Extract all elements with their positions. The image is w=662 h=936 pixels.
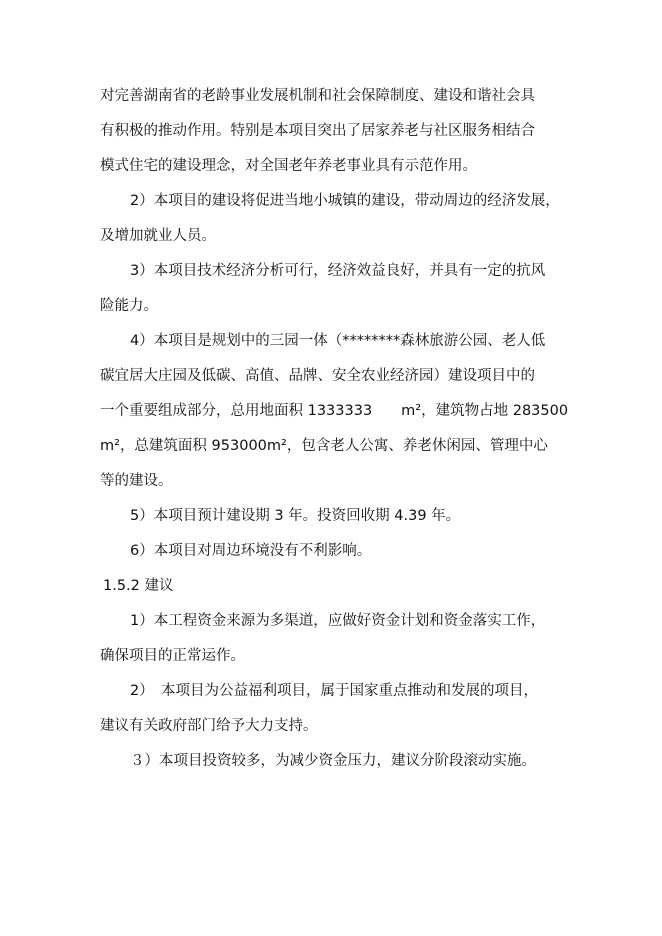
paragraph-line: 模式住宅的建设理念，对全国老年养老事业具有示范作用。 — [100, 158, 477, 174]
list-item-line: 2） 本项目为公益福利项目，属于国家重点推动和发展的项目， — [130, 683, 538, 699]
list-item-line: ３）本项目投资较多，为减少资金压力，建议分阶段滚动实施。 — [130, 753, 536, 769]
list-item-line: 建议有关政府部门给予大力支持。 — [100, 718, 318, 734]
list-item-line: 1）本工程资金来源为多渠道，应做好资金计划和资金落实工作， — [130, 613, 546, 629]
list-item-line: 4）本项目是规划中的三园一体（********森林旅游公园、老人低 — [130, 333, 546, 349]
paragraph-line: 有积极的推动作用。特别是本项目突出了居家养老与社区服务相结合 — [100, 123, 535, 139]
list-item-line: 6）本项目对周边环境没有不利影响。 — [130, 543, 372, 559]
list-item-line: 一个重要组成部分，总用地面积 1333333 m²，建筑物占地 283500 — [100, 403, 569, 419]
section-heading: 1.5.2 建议 — [103, 578, 174, 594]
list-item-line: 确保项目的正常运作。 — [100, 648, 245, 664]
list-item-line: 3）本项目技术经济分析可行，经济效益良好，并具有一定的抗风 — [130, 263, 546, 279]
paragraph-line: 对完善湖南省的老龄事业发展机制和社会保障制度、建设和谐社会具 — [100, 88, 535, 104]
list-item-line: 及增加就业人员。 — [100, 228, 216, 244]
list-item-line: m²，总建筑面积 953000m²，包含老人公寓、养老休闲园、管理中心 — [100, 438, 548, 454]
list-item-line: 险能力。 — [100, 298, 158, 314]
list-item-line: 碳宜居大庄园及低碳、高值、品牌、安全农业经济园）建设项目中的 — [100, 368, 535, 384]
list-item-line: 2）本项目的建设将促进当地小城镇的建设，带动周边的经济发展， — [130, 193, 560, 209]
list-item-line: 5）本项目预计建设期 3 年。投资回收期 4.39 年。 — [130, 508, 461, 524]
list-item-line: 等的建设。 — [100, 473, 173, 489]
